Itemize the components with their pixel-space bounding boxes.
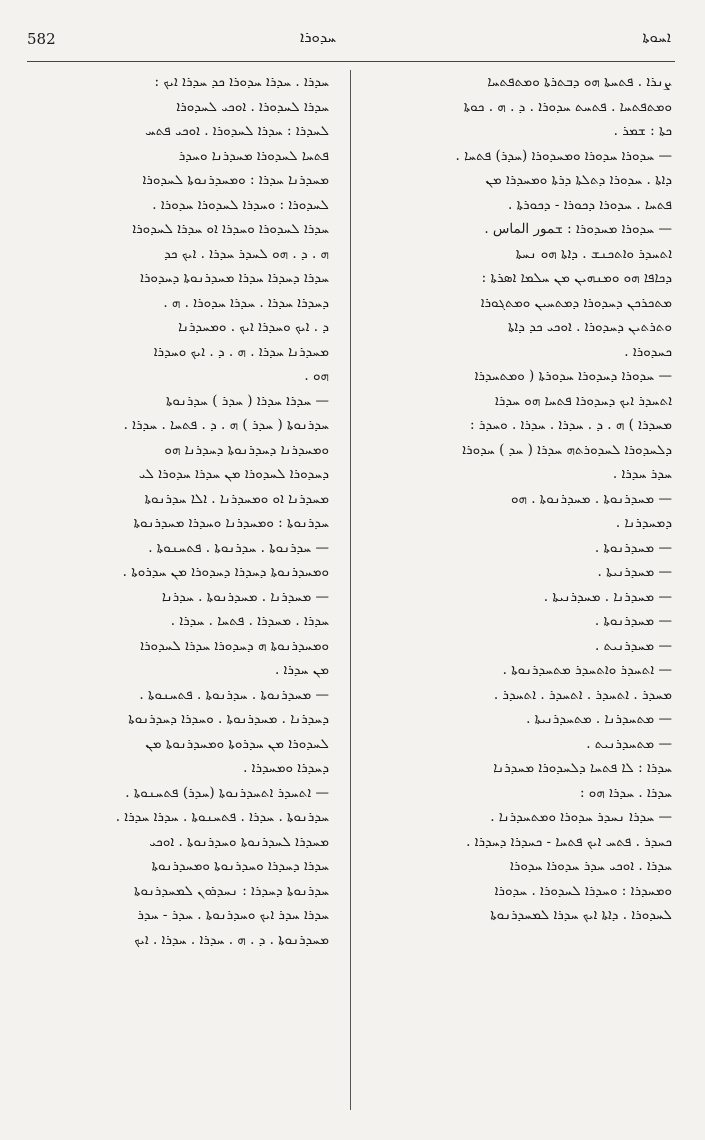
- text-line: — ܚܕܘܪܐ ܚܕܘܪܐ ܘܡܚܕܘܪܐ (ܚܕܪ) ܦܬܚܐ .: [455, 147, 672, 164]
- text-line: ܕܡܚܕܪܢܐ .: [615, 515, 672, 531]
- text-line: ܠܚܕܘܪܐ : ܘܚܕܪܐ ܠܚܕܘܪܐ ܚܕܘܪܐ .: [152, 196, 329, 213]
- column-divider: [350, 70, 351, 1110]
- left-text-column: [27, 70, 329, 952]
- text-line: — ܐܬܚܕܪ ܐܬܚܕܪܢܘܬܐ (ܚܕܪ) ܦܬܚܢܘܬܐ .: [125, 784, 329, 801]
- text-line: ܕܟܐܦܐ ܗܘ ܘܡܢܗܝܢ ܡܢ ܚܠܡܐ ܐܣܪܬܐ :: [481, 270, 672, 286]
- text-line: ܗܘ .: [304, 368, 329, 384]
- header-rule: [27, 61, 675, 62]
- text-line: ܠܚܕܪܐ : ܚܕܪܐ ܠܚܕܘܪܐ . ܐܘܟܝ ܦܬܚ: [145, 123, 329, 139]
- header-right-word: ܐܚܘܬܐ: [642, 28, 671, 46]
- text-line: — ܡܚܕܪܢܘܬܐ .: [594, 539, 672, 556]
- text-line: ܘܬܪܬܝܢ ܕܚܕܘܪܐ . ܐܘܟܝ ܟܕ ܕܐܬܐ: [507, 319, 672, 335]
- text-line: ܘܡܚܕܪܢܐ ܕܚܕܪܢܘܬܐ ܕܚܕܪܢܐ ܗܘ: [164, 441, 329, 458]
- text-line: ܚܕܪܐ ܕܚܕܪܐ ܘܚܕܪܢܘܬܐ ܘܡܚܕܪܢܘܬܐ: [151, 858, 329, 874]
- text-line: — ܡܚܕܪܢܐ . ܡܚܕܪܢܘܬܐ . ܚܕܪܢܐ: [161, 588, 329, 605]
- text-line: ܚܕܪܐ . ܡܚܕܪܐ . ܦܬܚܐ . ܚܕܪܐ .: [170, 613, 329, 629]
- page-number: 582: [27, 30, 56, 48]
- text-line: ܡܚܕܪ . ܐܬܚܕܪ . ܐܬܚܕܪ . ܐܬܚܕܪ .: [493, 686, 672, 703]
- text-line: ܕܠܚܕܘܪܐ ܠܚܕܘܪܬܗ ܚܕܪܐ ( ܚܕ ) ܚܕܘܪܐ: [462, 441, 672, 458]
- text-line: ܦܬܚܐ ܠܚܕܘܪܐ ܡܚܕܪܢܐ ܘܚܕܪ: [178, 147, 329, 164]
- text-line: ܐܬܚܕܪ ܘܐܬܟܢܫ . ܕܐܬܐ ܗܘ ܢܚܬܐ: [515, 245, 672, 262]
- text-line: ܚܕܪܐ : ܠܐ ܦܬܚܐ ܕܠܚܕܘܪܐ ܡܚܕܪܢܐ: [493, 760, 672, 776]
- text-line: ܚܕܪܐ ܠܚܕܘܪܐ . ܐܘܟܝ ܠܚܕܘܪܐ: [176, 98, 329, 115]
- text-line: ܘܡܚܕܪܢܘܬܐ ܗ ܕܚܕܘܪܐ ܚܕܪܐ ܠܚܕܘܪܐ: [140, 637, 329, 654]
- text-line: — ܚܕܘܪܐ ܕܚܕܘܪܐ ܚܕܘܪܬܐ ( ܘܡܬܚܕܪܐ: [474, 368, 672, 384]
- text-line: — ܡܚܕܪܢܘܬܐ . ܚܕܪܢܘܬܐ . ܦܬܚܢܘܬܐ .: [139, 686, 329, 703]
- header-center-word: ܚܕܘܪܐ: [300, 28, 337, 46]
- text-line: ܘܡܚܕܪܐ : ܘܚܕܪܐ ܠܚܕܘܪܐ . ܚܕܘܪܐ: [494, 882, 672, 899]
- text-line: ܨܢܪܐ . ܦܬܚܬܐ ܗܘ ܕܒܬܪܬܐ ܘܡܬܦܬܚܐ: [487, 74, 672, 90]
- text-line: ܟܚܕܪ . ܦܬܚ ܐܝܟ ܦܬܚܐ - ܟܚܕܪܐ ܕܚܕܪܐ .: [466, 833, 672, 850]
- text-line: — ܡܚܕܪܢܘܬܐ .: [594, 613, 672, 629]
- text-line: ܚܕܪ ܚܕܪܐ .: [612, 466, 672, 482]
- text-line: — ܡܚܕܪܢܘܬܐ . ܡܚܕܪܢܘܬܐ . ܗܘ: [510, 490, 672, 507]
- text-line: ܚܕܪܢܘܬܐ ܕܚܕܪܐ : ܢܚܕܪܘܢ ܠܡܚܕܪܢܘܬܐ: [134, 882, 329, 899]
- text-line: ܕܚܕܘܪܐ ܠܚܕܘܪܐ ܡܢ ܚܕܪܐ ܚܕܘܪܐ ܠܝ: [138, 466, 329, 482]
- text-line: ܘܡܚܕܪܢܘܬܐ ܕܚܕܪܐ ܕܚܕܘܪܐ ܡܢ ܚܕܪܘܬܐ .: [122, 564, 329, 580]
- text-line: ܦܬܚܐ . ܚܕܘܪܐ ܕܟܘܪܐ - ܕܟܘܪܬܐ .: [508, 196, 672, 213]
- text-line: ܕܐܬܐ . ܚܕܘܪܐ ܕܬܠܬܐ ܕܪܬܐ ܘܡܚܕܪܐ ܡܢ: [485, 172, 672, 188]
- text-line: ܠܚܕܘܪܐ ܡܢ ܚܕܪܘܬܐ ܘܡܚܕܪܢܘܬܐ ܡܢ: [145, 735, 329, 752]
- text-line: ܚܕܪܢܘܬܐ : ܘܡܚܕܪܢܐ ܘܚܕܪܐ ܡܚܕܪܢܘܬܐ: [133, 515, 329, 531]
- text-line: — ܡܚܕܪܢܐ . ܡܚܕܪܢܝܬܐ .: [543, 588, 672, 605]
- text-line: ܕܚܕܪܐ ܘܡܚܕܪܐ .: [243, 760, 329, 776]
- right-text-column: [370, 70, 672, 928]
- text-line: ܚܕܪܢܘܬܐ . ܚܕܪܐ . ܦܬܚܢܘܬܐ . ܚܕܪܐ ܚܕܪܐ .: [115, 809, 329, 825]
- text-line: ܡܬܟܪܟܢ ܕܚܕܘܪܐ ܕܡܬܚܝܢ ܘܡܬܓܘܪܐ: [480, 294, 672, 311]
- text-line: ܚܕܪܐ . ܚܕܪܐ ܚܕܘܪܐ ܟܕ ܚܕܪܐ ܐܝܟ :: [154, 74, 329, 90]
- page-header: [0, 26, 705, 54]
- text-line: ܕܚܕܪܐ ܚܕܪܐ . ܚܕܪܐ ܚܕܘܪܐ . ܗ .: [163, 294, 329, 311]
- text-line: ܗ . ܕ . ܗܘ ܠܚܕܪ ܚܕܪܐ . ܐܝܟ ܟܕ: [164, 245, 329, 262]
- text-line: ܡܚܕܪܢܐ ܚܕܪܐ . ܗ . ܕ . ܐܝܟ ܘܚܕܪܐ: [153, 343, 329, 360]
- text-line: ܐܬܚܕܪ ܐܝܟ ܕܚܕܘܪܐ ܦܬܚܐ ܗܘ ܚܕܪܐ: [494, 392, 672, 409]
- text-line: ܚܕܪܐ ܕܚܕܪܐ ܚܕܪܐ ܡܚܕܪܢܘܬܐ ܕܚܕܘܪܐ: [140, 270, 329, 286]
- text-line: — ܚܕܪܐ ܢܚܕܪ ܚܕܘܪܐ ܘܡܬܚܕܪܢܐ .: [490, 809, 672, 825]
- text-line: — ܐܬܚܕܪ ܘܐܬܚܕܪ ܡܬܚܕܪܢܘܬܐ .: [502, 662, 672, 678]
- text-line: ܚܕܪܢܘܬܐ ( ܚܕܪ ) ܗ . ܕ . ܦܬܚܐ . ܚܕܪܐ .: [123, 417, 329, 433]
- text-line: — ܚܕܪܐ ܚܕܪܐ ( ܚܕܪ ) ܚܕܪܢܘܬܐ: [165, 392, 329, 409]
- text-line: — ܚܕܘܪܐ ܡܚܕܘܪܐ : ܫمور الماس .: [484, 221, 672, 237]
- text-line: — ܡܬܚܕܪܢܝܬ .: [586, 735, 672, 752]
- text-line: ܡܚܕܪܐ ) ܗ . ܕ . ܚܕܪܐ . ܚܕܪܐ . ܘܚܕܪ :: [470, 417, 672, 433]
- text-line: ܟܚܕܘܪܐ .: [624, 343, 672, 360]
- text-line: — ܡܚܕܪܢܝܬ .: [595, 637, 672, 654]
- text-line: ܡܚܕܪܢܐ ܚܕܪܐ : ܘܡܚܕܪܢܘܬܐ ܠܚܕܘܪܐ: [142, 172, 329, 188]
- text-line: ܚܕܪܐ ܠܚܕܘܪܐ ܘܚܕܪܐ ܐܘ ܚܕܪܐ ܠܚܕܘܪܐ: [132, 221, 329, 237]
- text-line: ܕ . ܐܝܟ ܘܚܕܪܐ ܐܝܟ . ܘܡܚܕܪܢܐ: [178, 319, 329, 335]
- text-line: ܡܚܕܪܢܐ ܐܘ ܘܡܚܕܪܢܐ . ܐܠܐ ܚܕܪܢܘܬܐ: [144, 490, 329, 507]
- text-line: ܠܚܕܘܪܐ . ܕܐܬܐ ܐܝܟ ܚܕܪܐ ܠܡܚܕܪܢܘܬܐ: [490, 907, 672, 923]
- text-line: ܡܚܕܪܢܘܬܐ . ܕ . ܗ . ܚܕܪܐ . ܚܕܪܐ . ܐܝܟ: [134, 931, 329, 948]
- text-line: ܚܕܪܐ . ܚܕܪܐ ܗܘ :: [579, 784, 672, 801]
- text-line: — ܚܕܪܢܘܬܐ . ܚܕܪܢܘܬܐ . ܦܬܚܢܘܬܐ .: [148, 539, 329, 556]
- text-line: ܚܕܪܐ ܚܕܪ ܐܝܟ ܘܚܕܪܢܘܬܐ . ܚܕܪ - ܚܕܪ: [137, 907, 329, 923]
- text-line: — ܡܬܚܕܪܢܐ . ܡܬܚܕܪܢܝܬܐ .: [526, 711, 672, 727]
- text-line: ܕܚܕܪܢܐ . ܡܚܕܪܢܘܬܐ . ܘܚܕܪܐ ܕܚܕܪܢܘܬܐ: [128, 711, 329, 727]
- text-line: — ܡܚܕܪܢܝܬܐ .: [597, 564, 672, 580]
- text-line: ܘܡܬܦܬܚܐ . ܦܬܚܬ ܚܕܘܪܐ . ܕ . ܗ . ܟܘܬܐ: [463, 98, 672, 115]
- text-line: ܟܬܐ : ܫܡܪ .: [613, 123, 672, 139]
- text-line: ܚܕܪܐ . ܐܘܟܝ ܚܕܪ ܚܕܘܪܐ ܚܕܘܪܐ: [510, 858, 672, 874]
- text-line: ܡܢ ܚܕܪܐ .: [274, 662, 329, 678]
- text-line: ܡܚܕܪܐ ܠܚܕܪܢܘܬܐ ܘܚܕܪܢܘܬܐ . ܐܘܟܝ: [149, 833, 329, 850]
